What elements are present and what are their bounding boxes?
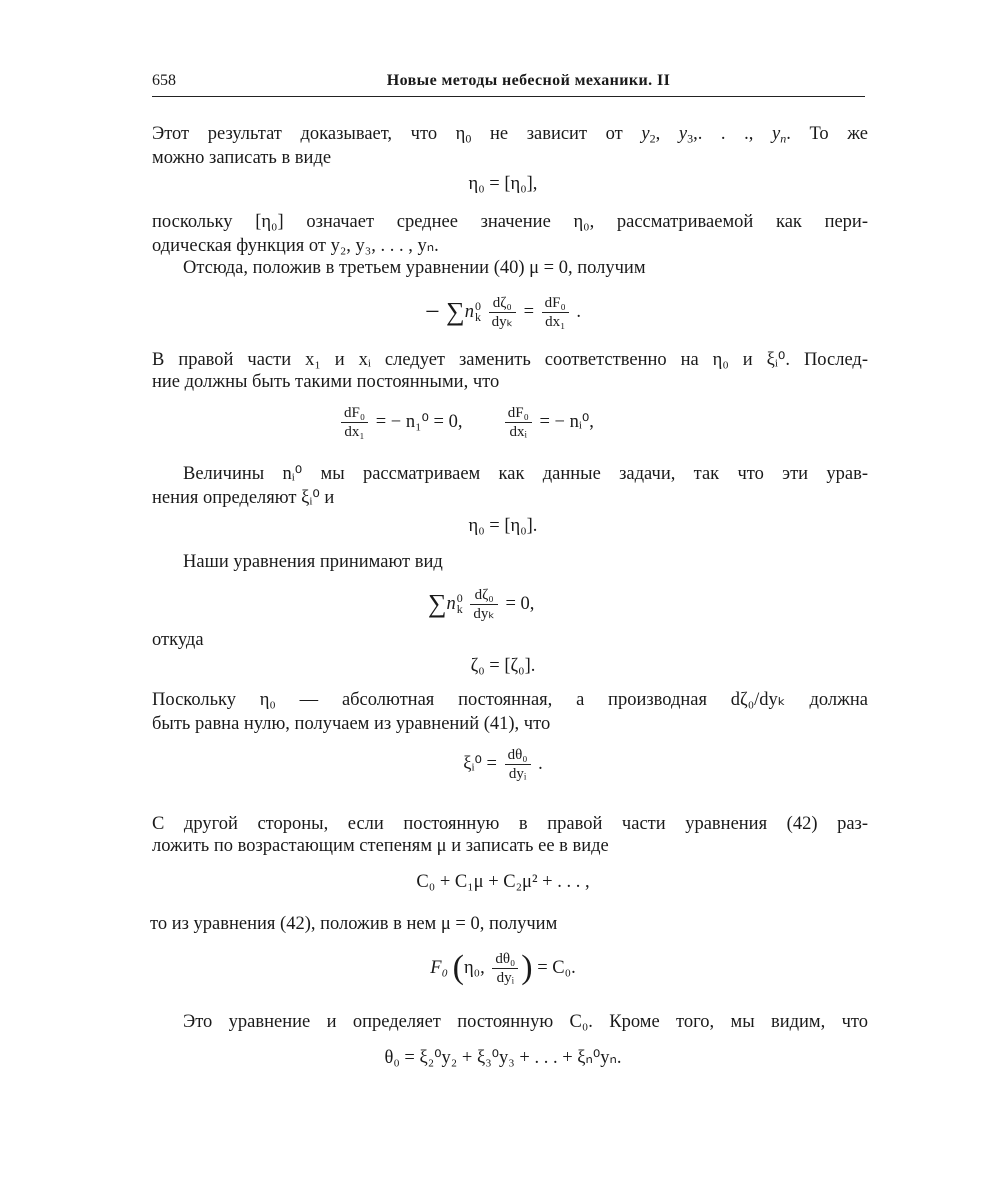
paragraph-10-line-1: то из уравнения (42), положив в нем μ = 0, получим: [150, 914, 558, 934]
paragraph-9-line-1: С другой стороны, если постоянную в правой части уравнения (42) раз-: [152, 814, 868, 834]
paragraph-8-line-1: Поскольку η₀ — абсолютная постоянная, а производная dζ₀/dyₖ должна: [152, 690, 868, 710]
fraction-dtheta-dy-b: $\frac{\text{dθ₀}}{\text{dyᵢ}}$: [492, 950, 518, 987]
paragraph-2-line-2: одическая функция от y₂, y₃, . . . , yₙ.: [152, 236, 439, 256]
paragraph-4-line-2: ние должны быть такими постоянными, что: [152, 372, 500, 392]
equation-1: η₀ = [η₀],: [468, 174, 538, 194]
equation-6: ζ₀ = [ζ₀].: [470, 656, 536, 676]
paragraph-1-line-2: можно записать в виде: [152, 148, 332, 168]
paragraph-7-line-1: откуда: [152, 630, 204, 650]
fraction-dtheta-dy: $\frac{\text{dθ₀}}{\text{dyᵢ}}$: [505, 746, 531, 783]
equation-2: − ∑n 0 k $\frac{\text{dζ₀}}{\text{dyₖ}}$ = $\frac{\text{dF₀}}{\text{dx₁}}$ .: [425, 295, 581, 331]
running-header: [152, 70, 865, 97]
fraction-dzeta-dy-b: $\frac{\text{dζ₀}}{\text{dyₖ}}$: [470, 586, 497, 623]
fraction-dF-dx1-b: $\frac{\text{dF₀}}{\text{dx₁}}$: [341, 404, 368, 441]
paragraph-9-line-2: ложить по возрастающим степеням μ и записать ее в виде: [152, 836, 609, 856]
page-number: 658: [152, 72, 176, 89]
equation-5: ∑n 0 k $\frac{\text{dζ₀}}{\text{dyₖ}}$ = 0,: [428, 587, 535, 623]
fraction-dF-dxi: $\frac{\text{dF₀}}{\text{dxᵢ}}$: [505, 404, 532, 441]
paragraph-11-line-1: Это уравнение и определяет постоянную C₀. Кроме того, мы видим, что: [183, 1012, 868, 1032]
fraction-dzeta-dy: $\frac{\text{dζ₀}}{\text{dyₖ}}$: [489, 294, 516, 331]
paragraph-5-line-1: Величины nᵢ⁰ мы рассматриваем как данные задачи, так что эти урав-: [183, 464, 868, 484]
paragraph-8-line-2: быть равна нулю, получаем из уравнений (41), что: [152, 714, 551, 734]
fraction-dF-dx1: $\frac{\text{dF₀}}{\text{dx₁}}$: [542, 294, 569, 331]
equation-7: ξᵢ⁰ = $\frac{\text{dθ₀}}{\text{dyᵢ}}$ .: [463, 747, 543, 783]
equation-4: η₀ = [η₀].: [468, 516, 538, 536]
equation-3: $\frac{\text{dF₀}}{\text{dx₁}}$ = − n₁⁰ = 0, $\frac{\text{dF₀}}{\text{dxᵢ}}$ = − nᵢ⁰,: [338, 398, 594, 446]
equation-10: θ₀ = ξ₂⁰y₂ + ξ₃⁰y₃ + . . . + ξₙ⁰yₙ.: [384, 1048, 622, 1068]
paragraph-5-line-2: нения определяют ξᵢ⁰ и: [152, 488, 335, 508]
equation-8: C₀ + C₁μ + C₂μ² + . . . ,: [416, 872, 590, 892]
paragraph-1-line-1: Этот результат доказывает, что $\eta_0$ не зависит от $y_2$, $y_3$,. . ., $y_n$. То же: [152, 124, 869, 146]
paragraph-3-line-1: Отсюда, положив в третьем уравнении (40) μ = 0, получим: [183, 258, 646, 278]
equation-9: F₀ (η₀, $\frac{\text{dθ₀}}{\text{dyᵢ}}$ ) = C₀.: [430, 949, 576, 987]
paragraph-6-line-1: Наши уравнения принимают вид: [183, 552, 443, 572]
paragraph-2-line-1: поскольку [η₀] означает среднее значение η₀, рассматриваемой как пери-: [152, 212, 868, 232]
running-title: Новые методы небесной механики. II: [386, 72, 671, 89]
paragraph-4-line-1: В правой части x₁ и xᵢ следует заменить соответственно на η₀ и ξᵢ⁰. Послед-: [152, 350, 868, 370]
